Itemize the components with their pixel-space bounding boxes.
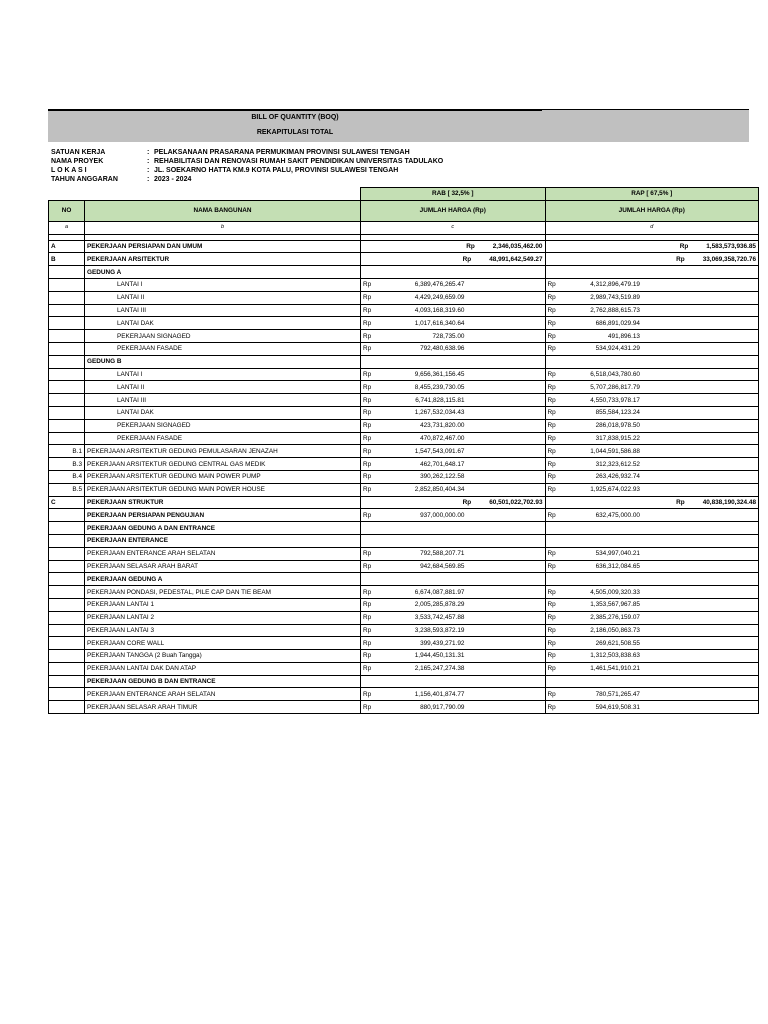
rap-value: 686,891,029.94	[568, 317, 759, 330]
row-name: LANTAI III	[85, 394, 361, 407]
currency-label: Rp	[361, 368, 384, 381]
rap-value: 636,312,084.65	[568, 560, 759, 573]
row-no: B.3	[49, 458, 85, 471]
rap-value: 40,838,190,324.48	[702, 498, 756, 506]
currency-label: Rp	[545, 368, 568, 381]
table-row	[49, 381, 759, 394]
rab-header: RAB [ 32,5% ]	[361, 188, 546, 201]
row-name: LANTAI I	[85, 278, 361, 291]
row-name: PEKERJAAN ARSITEKTUR GEDUNG MAIN POWER PUMP	[85, 470, 361, 483]
col-name-header: NAMA BANGUNAN	[85, 200, 361, 221]
rab-value: 390,262,122.58	[383, 470, 545, 483]
table-row	[49, 355, 759, 368]
row-no	[49, 266, 85, 279]
document-subtitle: REKAPITULASI TOTAL	[256, 129, 334, 136]
row-no: B.1	[49, 445, 85, 458]
rab-value: 423,731,820.00	[383, 419, 545, 432]
currency-label: Rp	[545, 470, 568, 483]
row-no	[49, 509, 85, 522]
rap-value: 534,924,431.29	[568, 342, 759, 355]
row-name: PEKERJAAN ARSITEKTUR GEDUNG CENTRAL GAS MEDIK	[85, 458, 361, 471]
row-name: PEKERJAAN FASADE	[85, 342, 361, 355]
rab-empty	[361, 522, 546, 535]
row-no	[49, 278, 85, 291]
currency-label: Rp	[361, 394, 384, 407]
row-name: PEKERJAAN ENTERANCE ARAH SELATAN	[85, 688, 361, 701]
rap-value: 1,461,541,910.21	[568, 662, 759, 675]
row-no	[49, 317, 85, 330]
row-no	[49, 419, 85, 432]
row-no: C	[49, 496, 85, 509]
row-name: PEKERJAAN SIGNAGED	[85, 419, 361, 432]
rap-value: 1,583,573,936.85	[706, 242, 756, 250]
row-name: LANTAI II	[85, 381, 361, 394]
rab-value: 1,944,450,131.31	[383, 650, 545, 663]
rap-header: RAP [ 67,5% ]	[545, 188, 759, 201]
row-name: PEKERJAAN SELASAR ARAH BARAT	[85, 560, 361, 573]
currency-label: Rp	[466, 242, 475, 250]
table-row	[49, 406, 759, 419]
rap-empty	[545, 534, 759, 547]
col-rap-header: JUMLAH HARGA (Rp)	[545, 200, 759, 221]
row-no	[49, 406, 85, 419]
table-row	[49, 419, 759, 432]
rab-empty	[361, 355, 546, 368]
table-row	[49, 611, 759, 624]
currency-label: Rp	[545, 291, 568, 304]
rap-spacer	[545, 496, 568, 509]
rab-value: 399,439,271.92	[383, 637, 545, 650]
row-no	[49, 304, 85, 317]
row-no	[49, 534, 85, 547]
currency-label: Rp	[545, 304, 568, 317]
currency-label: Rp	[361, 330, 384, 343]
row-name: PEKERJAAN ARSITEKTUR	[85, 253, 361, 266]
currency-label: Rp	[545, 419, 568, 432]
currency-label: Rp	[361, 547, 384, 560]
table-row	[49, 662, 759, 675]
row-no: B	[49, 253, 85, 266]
row-no	[49, 688, 85, 701]
rap-empty	[545, 675, 759, 688]
row-name: PEKERJAAN LANTAI DAK DAN ATAP	[85, 662, 361, 675]
rap-value: 1,044,591,586.88	[568, 445, 759, 458]
row-name: LANTAI II	[85, 291, 361, 304]
rap-spacer	[545, 253, 568, 266]
rap-value: 2,186,050,863.73	[568, 624, 759, 637]
currency-label: Rp	[545, 381, 568, 394]
row-no	[49, 547, 85, 560]
row-name: PEKERJAAN LANTAI 1	[85, 598, 361, 611]
currency-label: Rp	[361, 470, 384, 483]
rab-value: 1,267,532,034.43	[383, 406, 545, 419]
currency-label: Rp	[361, 342, 384, 355]
rap-value: 317,838,915.22	[568, 432, 759, 445]
rap-value: 5,707,286,817.79	[568, 381, 759, 394]
currency-label: Rp	[361, 637, 384, 650]
rab-value: 942,684,569.85	[383, 560, 545, 573]
table-row	[49, 317, 759, 330]
currency-label: Rp	[545, 509, 568, 522]
currency-label: Rp	[545, 330, 568, 343]
currency-label: Rp	[361, 317, 384, 330]
row-no	[49, 624, 85, 637]
table-row	[49, 522, 759, 535]
row-no	[49, 598, 85, 611]
row-name: PEKERJAAN ENTERANCE	[85, 534, 361, 547]
rap-value: 6,518,043,780.60	[568, 368, 759, 381]
table-row	[49, 432, 759, 445]
row-name: PEKERJAAN GEDUNG A	[85, 573, 361, 586]
rap-value: 855,584,123.24	[568, 406, 759, 419]
currency-label: Rp	[361, 419, 384, 432]
currency-label: Rp	[545, 406, 568, 419]
rab-value: 470,872,467.00	[383, 432, 545, 445]
currency-label: Rp	[545, 394, 568, 407]
table-row	[49, 470, 759, 483]
table-row	[49, 534, 759, 547]
rap-value: 33,069,358,720.76	[702, 255, 756, 263]
rab-value: 1,156,401,874.77	[383, 688, 545, 701]
table-row	[49, 394, 759, 407]
rap-value: 2,762,888,615.73	[568, 304, 759, 317]
table-row	[49, 330, 759, 343]
row-name: PEKERJAAN STRUKTUR	[85, 496, 361, 509]
rap-amount	[568, 496, 759, 509]
sub-b: b	[85, 221, 361, 234]
row-no: B.4	[49, 470, 85, 483]
currency-label: Rp	[361, 650, 384, 663]
rab-amount	[383, 253, 545, 266]
table-row	[49, 688, 759, 701]
currency-label: Rp	[545, 458, 568, 471]
sub-a: a	[49, 221, 85, 234]
rab-value: 3,533,742,457.88	[383, 611, 545, 624]
row-name: PEKERJAAN SELASAR ARAH TIMUR	[85, 701, 361, 714]
row-no: A	[49, 240, 85, 253]
row-no	[49, 291, 85, 304]
rab-amount	[383, 240, 545, 253]
rab-value: 1,547,543,091.67	[383, 445, 545, 458]
rab-spacer	[361, 496, 384, 509]
rap-value: 269,621,508.55	[568, 637, 759, 650]
rab-value: 9,656,361,156.45	[383, 368, 545, 381]
row-no	[49, 432, 85, 445]
row-name: PEKERJAAN ARSITEKTUR GEDUNG PEMULASARAN JENAZAH	[85, 445, 361, 458]
row-no	[49, 381, 85, 394]
rab-value: 2,852,850,404.34	[383, 483, 545, 496]
rab-value: 4,093,168,319.60	[383, 304, 545, 317]
table-row	[49, 253, 759, 266]
row-no	[49, 522, 85, 535]
row-name: PEKERJAAN GEDUNG B DAN ENTRANCE	[85, 675, 361, 688]
row-name: PEKERJAAN ENTERANCE ARAH SELATAN	[85, 547, 361, 560]
row-name: PEKERJAAN PONDASI, PEDESTAL, PILE CAP DAN TIE BEAM	[85, 586, 361, 599]
rap-value: 632,475,000.00	[568, 509, 759, 522]
table-row	[49, 240, 759, 253]
row-name: LANTAI III	[85, 304, 361, 317]
table-row	[49, 291, 759, 304]
currency-label: Rp	[361, 406, 384, 419]
currency-label: Rp	[545, 624, 568, 637]
currency-label: Rp	[361, 662, 384, 675]
rap-value: 491,896.13	[568, 330, 759, 343]
table-row	[49, 368, 759, 381]
rab-value: 6,389,476,265.47	[383, 278, 545, 291]
rab-value: 792,588,207.71	[383, 547, 545, 560]
currency-label: Rp	[361, 291, 384, 304]
table-row	[49, 675, 759, 688]
currency-label: Rp	[545, 598, 568, 611]
table-row	[49, 342, 759, 355]
currency-label: Rp	[545, 701, 568, 714]
rab-value: 2,165,247,274.38	[383, 662, 545, 675]
rap-amount	[568, 253, 759, 266]
currency-label: Rp	[361, 586, 384, 599]
row-name: LANTAI I	[85, 368, 361, 381]
rap-empty	[545, 266, 759, 279]
rap-empty	[545, 355, 759, 368]
table-row	[49, 278, 759, 291]
table-row	[49, 304, 759, 317]
rab-value: 6,674,087,881.97	[383, 586, 545, 599]
rap-empty	[545, 522, 759, 535]
row-no	[49, 368, 85, 381]
currency-label: Rp	[361, 598, 384, 611]
row-no	[49, 650, 85, 663]
row-name: PEKERJAAN PERSIAPAN PENGUJIAN	[85, 509, 361, 522]
rap-amount	[568, 240, 759, 253]
row-no	[49, 611, 85, 624]
table-row	[49, 598, 759, 611]
currency-label: Rp	[545, 342, 568, 355]
row-no	[49, 342, 85, 355]
rab-value: 462,701,648.17	[383, 458, 545, 471]
currency-label: Rp	[462, 255, 472, 263]
currency-label: Rp	[545, 547, 568, 560]
table-row	[49, 458, 759, 471]
rab-value: 937,000,000.00	[383, 509, 545, 522]
rab-value: 1,017,616,340.64	[383, 317, 545, 330]
table-row	[49, 266, 759, 279]
rap-value: 1,925,674,022.93	[568, 483, 759, 496]
rab-spacer	[361, 253, 384, 266]
rap-value: 263,426,932.74	[568, 470, 759, 483]
rab-empty	[361, 675, 546, 688]
rab-value: 880,917,790.09	[383, 701, 545, 714]
currency-label: Rp	[361, 304, 384, 317]
rap-value: 2,385,276,159.07	[568, 611, 759, 624]
row-name: PEKERJAAN ARSITEKTUR GEDUNG MAIN POWER HOUSE	[85, 483, 361, 496]
rap-empty	[545, 573, 759, 586]
currency-label: Rp	[545, 317, 568, 330]
table-row	[49, 445, 759, 458]
currency-label: Rp	[676, 498, 685, 506]
table-row	[49, 637, 759, 650]
currency-label: Rp	[361, 483, 384, 496]
table-row	[49, 701, 759, 714]
currency-label: Rp	[361, 624, 384, 637]
currency-label: Rp	[361, 509, 384, 522]
currency-label: Rp	[545, 278, 568, 291]
row-no	[49, 355, 85, 368]
row-name: PEKERJAAN SIGNAGED	[85, 330, 361, 343]
rap-spacer	[545, 240, 568, 253]
row-name: PEKERJAAN PERSIAPAN DAN UMUM	[85, 240, 361, 253]
document-title: BILL OF QUANTITY (BOQ)	[251, 114, 339, 121]
rap-value: 4,550,733,978.17	[568, 394, 759, 407]
rab-value: 48,991,642,549.27	[489, 255, 543, 263]
row-no	[49, 637, 85, 650]
currency-label: Rp	[361, 701, 384, 714]
rap-value: 534,997,040.21	[568, 547, 759, 560]
table-row	[49, 483, 759, 496]
row-no	[49, 662, 85, 675]
row-no	[49, 394, 85, 407]
rap-value: 1,353,567,967.85	[568, 598, 759, 611]
row-no	[49, 675, 85, 688]
rab-value: 4,429,249,659.09	[383, 291, 545, 304]
currency-label: Rp	[462, 498, 472, 506]
rap-value: 780,571,265.47	[568, 688, 759, 701]
rab-value: 8,455,239,730.05	[383, 381, 545, 394]
currency-label: Rp	[361, 611, 384, 624]
rap-value: 1,312,503,838.63	[568, 650, 759, 663]
row-name: LANTAI DAK	[85, 317, 361, 330]
col-no-header: NO	[49, 200, 85, 221]
rab-empty	[361, 534, 546, 547]
row-no	[49, 573, 85, 586]
sub-d: d	[545, 221, 759, 234]
table-row	[49, 624, 759, 637]
rap-value: 594,619,508.31	[568, 701, 759, 714]
currency-label: Rp	[545, 560, 568, 573]
table-row	[49, 509, 759, 522]
rab-value: 2,005,285,878.29	[383, 598, 545, 611]
rab-empty	[361, 266, 546, 279]
rab-value: 3,238,593,872.19	[383, 624, 545, 637]
currency-label: Rp	[361, 688, 384, 701]
row-name: PEKERJAAN LANTAI 2	[85, 611, 361, 624]
currency-label: Rp	[545, 445, 568, 458]
row-no	[49, 560, 85, 573]
table-row	[49, 586, 759, 599]
currency-label: Rp	[545, 611, 568, 624]
currency-label: Rp	[361, 432, 384, 445]
rap-value: 4,505,009,320.33	[568, 586, 759, 599]
row-name: PEKERJAAN GEDUNG A DAN ENTRANCE	[85, 522, 361, 535]
row-name: GEDUNG A	[85, 266, 361, 279]
rap-value: 4,312,896,479.19	[568, 278, 759, 291]
row-no	[49, 330, 85, 343]
currency-label: Rp	[676, 255, 685, 263]
rab-spacer	[361, 240, 384, 253]
sub-c: c	[361, 221, 546, 234]
row-name: LANTAI DAK	[85, 406, 361, 419]
currency-label: Rp	[361, 445, 384, 458]
rap-value: 312,323,612.52	[568, 458, 759, 471]
currency-label: Rp	[361, 278, 384, 291]
row-name: PEKERJAAN TANGGA (2 Buah Tangga)	[85, 650, 361, 663]
row-name: PEKERJAAN CORE WALL	[85, 637, 361, 650]
currency-label: Rp	[679, 242, 689, 250]
rab-amount	[383, 496, 545, 509]
table-row	[49, 573, 759, 586]
rab-value: 2,346,035,462.00	[492, 242, 543, 250]
table-row	[49, 496, 759, 509]
col-rab-header: JUMLAH HARGA (Rp)	[361, 200, 546, 221]
table-body	[49, 240, 759, 713]
row-no: B.5	[49, 483, 85, 496]
row-name: PEKERJAAN FASADE	[85, 432, 361, 445]
rab-empty	[361, 573, 546, 586]
currency-label: Rp	[545, 650, 568, 663]
row-no	[49, 701, 85, 714]
row-name: PEKERJAAN LANTAI 3	[85, 624, 361, 637]
document-header	[48, 109, 749, 142]
rab-value: 60,501,022,702.93	[489, 498, 543, 506]
rap-value: 2,989,743,519.89	[568, 291, 759, 304]
currency-label: Rp	[545, 688, 568, 701]
rab-value: 728,735.00	[383, 330, 545, 343]
row-no	[49, 586, 85, 599]
boq-table	[48, 187, 759, 714]
currency-label: Rp	[545, 662, 568, 675]
table-row	[49, 650, 759, 663]
rap-value: 286,018,978.50	[568, 419, 759, 432]
currency-label: Rp	[361, 381, 384, 394]
currency-label: Rp	[545, 483, 568, 496]
row-name: GEDUNG B	[85, 355, 361, 368]
currency-label: Rp	[361, 458, 384, 471]
rab-value: 792,480,638.96	[383, 342, 545, 355]
currency-label: Rp	[545, 586, 568, 599]
table-row	[49, 547, 759, 560]
currency-label: Rp	[545, 637, 568, 650]
rab-value: 6,741,828,115.81	[383, 394, 545, 407]
table-row	[49, 560, 759, 573]
currency-label: Rp	[361, 560, 384, 573]
currency-label: Rp	[545, 432, 568, 445]
